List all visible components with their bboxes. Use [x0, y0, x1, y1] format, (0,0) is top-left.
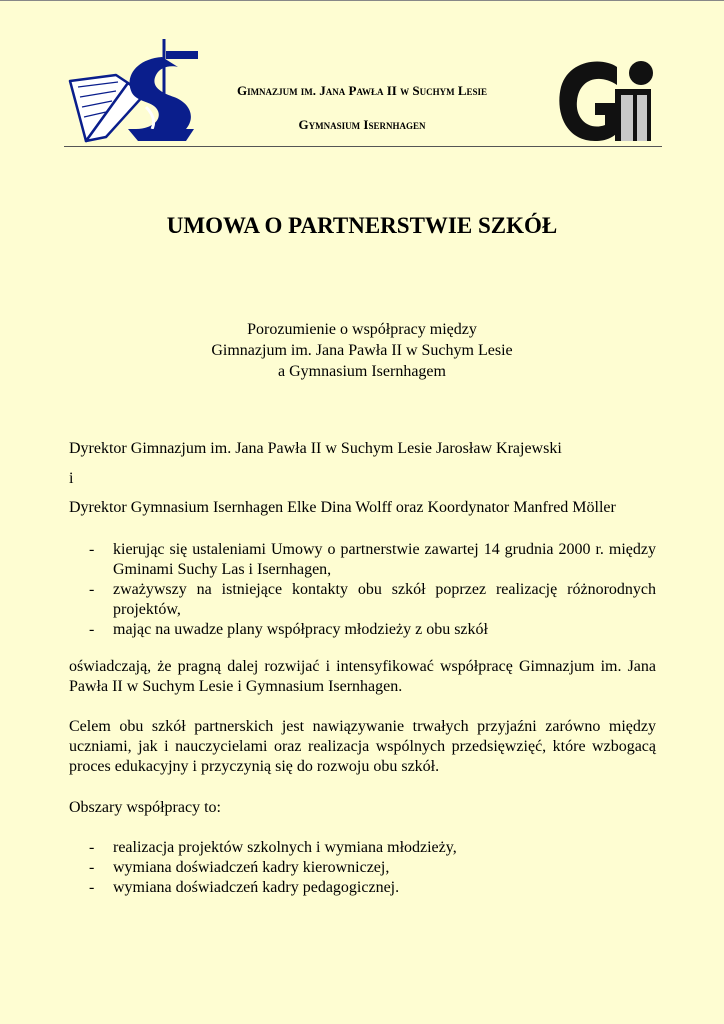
document-subtitle	[0, 319, 724, 382]
list-item: - mając na uwadze plany współpracy młodzieży z obu szkół	[89, 621, 488, 638]
list-item: - realizacja projektów szkolnych i wymiana młodzieży,	[89, 839, 457, 856]
list-item: - kierując się ustaleniami Umowy o partnerstwie zawartej 14 grudnia 2000 r. między Gminami Suchy Las i Isernhagen,	[89, 541, 656, 578]
document-title: UMOWA O PARTNERSTWIE SZKÓŁ	[166, 213, 558, 238]
director-german: Dyrektor Gymnasium Isernhagen Elke Dina Wolff oraz Koordynator Manfred Möller	[69, 499, 616, 516]
list-item: - wymiana doświadczeń kadry pedagogicznej.	[89, 879, 400, 896]
header-divider	[64, 146, 662, 147]
conjunction: i	[69, 470, 74, 487]
areas-list	[69, 838, 656, 898]
list-item: - zważywszy na istniejące kontakty obu szkół poprzez realizację różnorodnych projektów,	[89, 581, 656, 618]
director-polish: Dyrektor Gimnazjum im. Jana Pawła II w Suchym Lesie Jarosław Krajewski	[69, 440, 562, 457]
subtitle-line-1: Porozumienie o współpracy między	[247, 321, 477, 338]
areas-heading: Obszary współpracy to:	[69, 799, 221, 816]
considerations-list	[69, 540, 656, 640]
subtitle-line-2: Gimnazjum im. Jana Pawła II w Suchym Lesie	[211, 342, 513, 359]
subtitle-line-3: a Gymnasium Isernhagem	[278, 363, 446, 380]
school-name-german: Gymnasium Isernhagen	[298, 117, 426, 132]
goal-paragraph: Celem obu szkół partnerskich jest nawiązywanie trwałych przyjaźni zarówno między uczniami, jak i nauczycielami oraz realizacja wspólnych przedsięwzięć, które wzbogacą proces edukacyjny i przyczynią się do rozwoju obu szkół.	[69, 718, 656, 775]
school-name-polish: Gimnazjum im. Jana Pawła II w Suchym Lesie	[236, 83, 488, 98]
list-item: - wymiana doświadczeń kadry kierowniczej,	[89, 859, 390, 876]
gymnasium-isernhagen-logo-icon	[555, 59, 657, 145]
declaration-paragraph: oświadczają, że pragną dalej rozwijać i intensyfikować współpracę Gimnazjum im. Jana Pawła II w Suchym Lesie i Gymnasium Isernhagen.	[69, 658, 656, 695]
